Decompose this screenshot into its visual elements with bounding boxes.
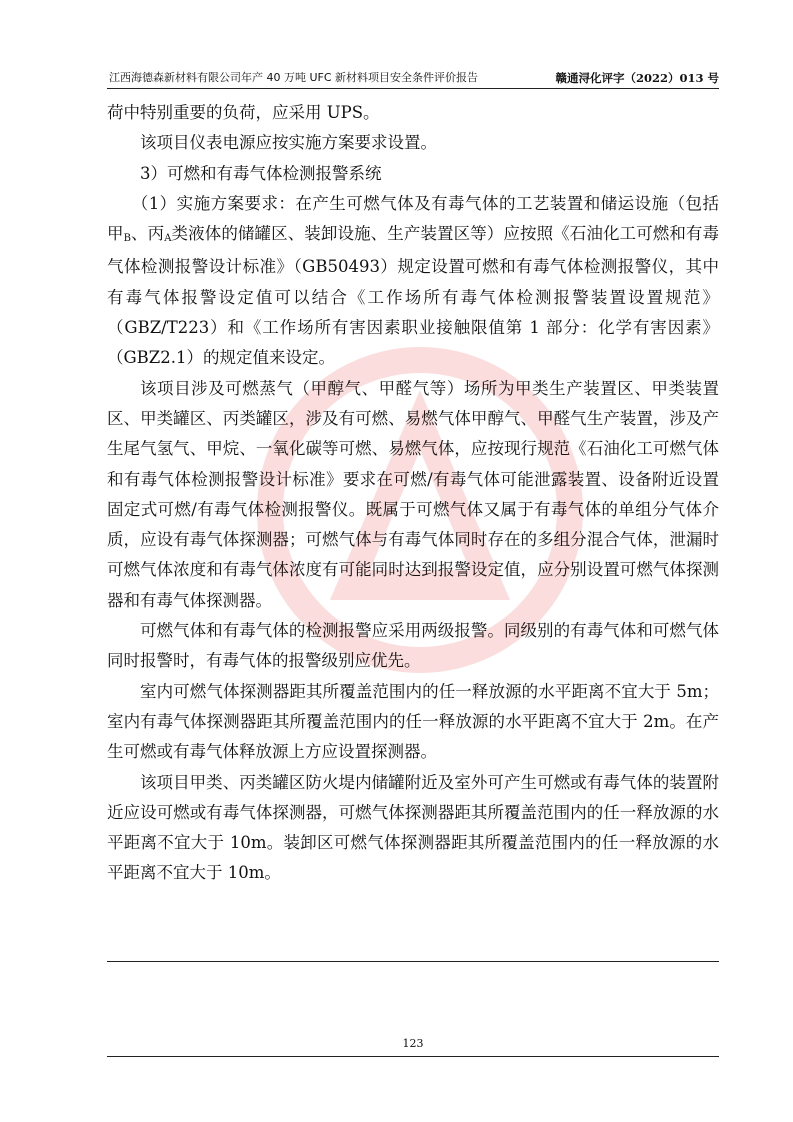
paragraph-implementation-requirements: （1）实施方案要求：在产生可燃气体及有毒气体的工艺装置和储运设施（包括甲B、丙A类液体的储罐区、装卸设施、生产装置区等）应按照《石油化工可燃和有毒气体检测报警设计标准》（GB50493）规定设置可燃和有毒气体检测报警仪，其中有毒气体报警设定值可以结合《工作场所有毒气体检测报警装置设置规范》（GBZ/T223）和《工作场所有害因素职业接触限值第 1 部分：化学有害因素》（GBZ2.1）的规定值来设定。 xyxy=(107,193,720,368)
header-report-title: 江西海德森新材料有限公司年产 40 万吨 UFC 新材料项目安全条件评价报告 xyxy=(109,71,479,84)
subscript-b: B xyxy=(123,233,131,245)
paragraph-indoor-detector-distance: 室内可燃气体探测器距其所覆盖范围内的任一释放源的水平距离不宜大于 5m；室内有毒气体探测器距其所覆盖范围内的任一释放源的水平距离不宜大于 2m。在产生可燃或有毒气体释放源上方应设置探测器。 xyxy=(107,681,719,762)
content-end-divider xyxy=(107,961,719,962)
paragraph-ups: 荷中特别重要的负荷，应采用 UPS。 xyxy=(107,103,380,122)
document-body xyxy=(107,98,719,889)
footer-divider xyxy=(107,1056,719,1057)
section-heading-gas-detection: 3）可燃和有毒气体检测报警系统 xyxy=(140,163,382,183)
header-divider xyxy=(107,88,719,89)
header-report-number: 赣通浔化评字（2022）013 号 xyxy=(555,71,719,85)
paragraph-project-scope: 该项目涉及可燃蒸气（甲醇气、甲醛气等）场所为甲类生产装置区、甲类装置区、甲类罐区、丙类罐区，涉及有可燃、易燃气体甲醇气、甲醛气生产装置，涉及产生尾气氢气、甲烷、一氧化碳等可燃、易燃气体，应按现行规范《石油化工可燃气体和有毒气体检测报警设计标准》要求在可燃/有毒气体可能泄露装置、设备附近设置固定式可燃/有毒气体检测报警仪。既属于可燃气体又属于有毒气体的单组分气体介质，应设有毒气体探测器；可燃气体与有毒气体同时存在的多组分混合气体，泄漏时可燃气体浓度和有毒气体浓度有可能同时达到报警设定值，应分别设置可燃气体探测器和有毒气体探测器。 xyxy=(107,378,719,610)
page-number: 123 xyxy=(402,1037,424,1050)
page-header xyxy=(107,68,719,88)
paragraph-two-level-alarm: 可燃气体和有毒气体的检测报警应采用两级报警。同级别的有毒气体和可燃气体同时报警时，有毒气体的报警级别应优先。 xyxy=(107,621,719,671)
subscript-a: A xyxy=(164,233,172,245)
paragraph-instrument-power: 该项目仪表电源应按实施方案要求设置。 xyxy=(140,133,437,153)
paragraph-tank-area-detectors: 该项目甲类、丙类罐区防火堤内储罐附近及室外可产生可燃或有毒气体的装置附近应设可燃或有毒气体探测器，可燃气体探测器距其所覆盖范围内的任一释放源的水平距离不宜大于 10m。装卸区可燃气体探测器距其所覆盖范围内的任一释放源的水平距离不宜大于 10m。 xyxy=(107,772,719,883)
